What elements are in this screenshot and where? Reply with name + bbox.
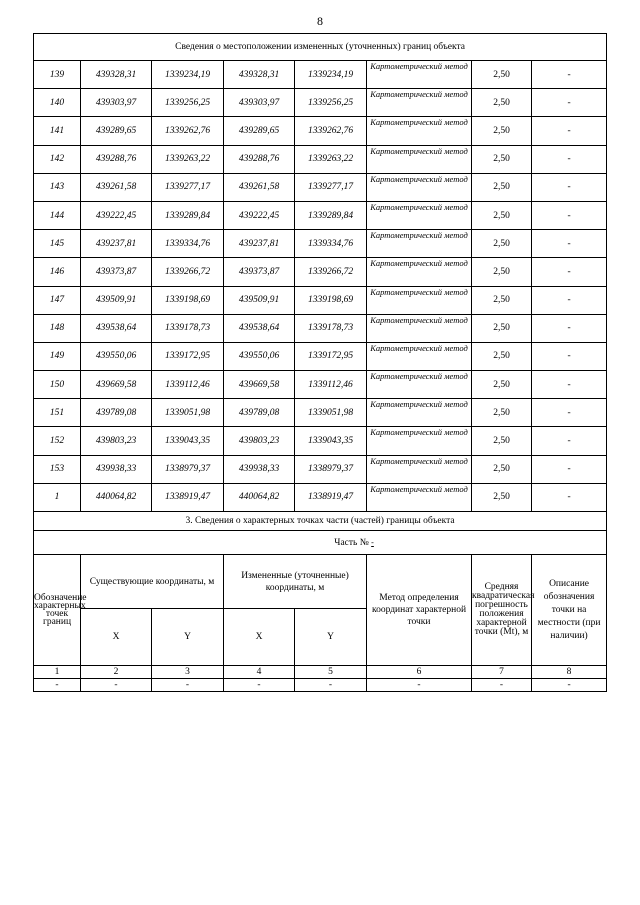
- existing-y: 1339263,22: [152, 145, 224, 173]
- accuracy-cell: 2,50: [472, 286, 532, 314]
- changed-x: 439938,33: [224, 455, 295, 483]
- existing-x: 439803,23: [81, 427, 152, 455]
- point-number: 151: [34, 399, 81, 427]
- changed-y: 1339172,95: [295, 342, 367, 370]
- changed-y: 1338919,47: [295, 483, 367, 511]
- header-changed-x: X: [224, 609, 295, 666]
- column-number: 4: [224, 666, 295, 679]
- changed-y: 1339266,72: [295, 258, 367, 286]
- point-number: 152: [34, 427, 81, 455]
- description-cell: -: [532, 145, 607, 173]
- existing-x: 439550,06: [81, 342, 152, 370]
- accuracy-cell: 2,50: [472, 201, 532, 229]
- existing-y: 1339334,76: [152, 230, 224, 258]
- existing-x: 439538,64: [81, 314, 152, 342]
- description-cell: -: [532, 286, 607, 314]
- point-number: 139: [34, 61, 81, 89]
- point-number: 141: [34, 117, 81, 145]
- changed-y: 1339256,25: [295, 89, 367, 117]
- changed-y: 1339262,76: [295, 117, 367, 145]
- table-row: [34, 483, 607, 511]
- description-cell: -: [532, 61, 607, 89]
- changed-y: 1339043,35: [295, 427, 367, 455]
- description-cell: -: [532, 342, 607, 370]
- changed-y: 1339051,98: [295, 399, 367, 427]
- accuracy-cell: 2,50: [472, 371, 532, 399]
- changed-x: 439509,91: [224, 286, 295, 314]
- changed-x: 439289,65: [224, 117, 295, 145]
- existing-x: 439938,33: [81, 455, 152, 483]
- accuracy-cell: 2,50: [472, 61, 532, 89]
- empty-data-row: [34, 679, 607, 692]
- existing-x: 439222,45: [81, 201, 152, 229]
- part-value: -: [371, 537, 374, 547]
- accuracy-cell: 2,50: [472, 258, 532, 286]
- method-cell: Картометрический метод: [367, 455, 472, 483]
- accuracy-cell: 2,50: [472, 230, 532, 258]
- changed-y: 1339277,17: [295, 173, 367, 201]
- table-row: [34, 117, 607, 145]
- accuracy-cell: 2,50: [472, 483, 532, 511]
- table-row: [34, 427, 607, 455]
- changed-y: 1339112,46: [295, 371, 367, 399]
- existing-y: 1339043,35: [152, 427, 224, 455]
- point-number: 153: [34, 455, 81, 483]
- table-row: [34, 145, 607, 173]
- existing-y: 1339266,72: [152, 258, 224, 286]
- changed-y: 1339234,19: [295, 61, 367, 89]
- existing-x: 439261,58: [81, 173, 152, 201]
- table-row: [34, 314, 607, 342]
- section-3-title: 3. Сведения о характерных точках части (частей) границы объекта: [34, 512, 607, 531]
- header-existing-x: X: [81, 609, 152, 666]
- existing-x: 439509,91: [81, 286, 152, 314]
- table-row: [34, 286, 607, 314]
- changed-x: 439237,81: [224, 230, 295, 258]
- description-cell: -: [532, 117, 607, 145]
- method-cell: Картометрический метод: [367, 258, 472, 286]
- existing-x: 440064,82: [81, 483, 152, 511]
- changed-y: 1338979,37: [295, 455, 367, 483]
- column-number: 7: [472, 666, 532, 679]
- changed-y: 1339178,73: [295, 314, 367, 342]
- table-row: [34, 173, 607, 201]
- existing-x: 439237,81: [81, 230, 152, 258]
- accuracy-cell: 2,50: [472, 173, 532, 201]
- point-number: 148: [34, 314, 81, 342]
- empty-cell: -: [34, 679, 81, 692]
- description-cell: -: [532, 173, 607, 201]
- column-number: 3: [152, 666, 224, 679]
- changed-y: 1339198,69: [295, 286, 367, 314]
- method-cell: Картометрический метод: [367, 371, 472, 399]
- description-cell: -: [532, 399, 607, 427]
- header-changed-coords: Измененные (уточненные) координаты, м: [224, 555, 367, 609]
- column-number: 1: [34, 666, 81, 679]
- point-number: 144: [34, 201, 81, 229]
- method-cell: Картометрический метод: [367, 89, 472, 117]
- changed-x: 439803,23: [224, 427, 295, 455]
- existing-y: 1338979,37: [152, 455, 224, 483]
- existing-y: 1339256,25: [152, 89, 224, 117]
- table-title: Сведения о местоположении измененных (уточненных) границ объекта: [34, 34, 607, 61]
- method-cell: Картометрический метод: [367, 117, 472, 145]
- method-cell: Картометрический метод: [367, 230, 472, 258]
- column-number: 8: [532, 666, 607, 679]
- changed-x: 439328,31: [224, 61, 295, 89]
- changed-y: 1339334,76: [295, 230, 367, 258]
- empty-cell: -: [224, 679, 295, 692]
- existing-y: 1339277,17: [152, 173, 224, 201]
- table-row: [34, 258, 607, 286]
- part-label: Часть № -: [334, 537, 374, 548]
- existing-y: 1339289,84: [152, 201, 224, 229]
- column-number: 2: [81, 666, 152, 679]
- changed-x: 440064,82: [224, 483, 295, 511]
- description-cell: -: [532, 201, 607, 229]
- table-row: [34, 371, 607, 399]
- changed-x: 439303,97: [224, 89, 295, 117]
- point-number: 150: [34, 371, 81, 399]
- table-row: [34, 230, 607, 258]
- existing-x: 439328,31: [81, 61, 152, 89]
- method-cell: Картометрический метод: [367, 201, 472, 229]
- header-existing-y: Y: [152, 609, 224, 666]
- point-number: 143: [34, 173, 81, 201]
- existing-y: 1338919,47: [152, 483, 224, 511]
- point-number: 149: [34, 342, 81, 370]
- changed-x: 439789,08: [224, 399, 295, 427]
- point-number: 146: [34, 258, 81, 286]
- header-row-1: [34, 555, 607, 609]
- boundary-table: [33, 33, 607, 692]
- part-row: [34, 531, 607, 555]
- accuracy-cell: 2,50: [472, 399, 532, 427]
- description-cell: -: [532, 89, 607, 117]
- table-row: [34, 89, 607, 117]
- existing-x: 439373,87: [81, 258, 152, 286]
- accuracy-cell: 2,50: [472, 342, 532, 370]
- header-point-designation: Обозначение характерных точек границ: [34, 555, 81, 666]
- point-number: 142: [34, 145, 81, 173]
- page-number: 8: [317, 14, 323, 28]
- method-cell: Картометрический метод: [367, 314, 472, 342]
- changed-x: 439550,06: [224, 342, 295, 370]
- existing-y: 1339112,46: [152, 371, 224, 399]
- header-method: Метод определения координат характерной точки: [367, 555, 472, 666]
- header-existing-coords: Существующие координаты, м: [81, 555, 224, 609]
- accuracy-cell: 2,50: [472, 314, 532, 342]
- accuracy-cell: 2,50: [472, 117, 532, 145]
- empty-cell: -: [295, 679, 367, 692]
- description-cell: -: [532, 455, 607, 483]
- method-cell: Картометрический метод: [367, 173, 472, 201]
- existing-y: 1339198,69: [152, 286, 224, 314]
- changed-x: 439669,58: [224, 371, 295, 399]
- method-cell: Картометрический метод: [367, 342, 472, 370]
- changed-x: 439222,45: [224, 201, 295, 229]
- header-changed-y: Y: [295, 609, 367, 666]
- table-row: [34, 399, 607, 427]
- header-description: Описание обозначения точки на местности (при наличии): [532, 555, 607, 666]
- method-cell: Картометрический метод: [367, 61, 472, 89]
- method-cell: Картометрический метод: [367, 483, 472, 511]
- changed-x: 439288,76: [224, 145, 295, 173]
- existing-x: 439669,58: [81, 371, 152, 399]
- empty-cell: -: [152, 679, 224, 692]
- empty-cell: -: [532, 679, 607, 692]
- changed-x: 439373,87: [224, 258, 295, 286]
- description-cell: -: [532, 258, 607, 286]
- header-accuracy: Средняя квадратическая погрешность положения характерной точки (Мt), м: [472, 555, 532, 666]
- changed-x: 439261,58: [224, 173, 295, 201]
- table-row: [34, 455, 607, 483]
- existing-y: 1339234,19: [152, 61, 224, 89]
- column-number-row: [34, 666, 607, 679]
- method-cell: Картометрический метод: [367, 399, 472, 427]
- accuracy-cell: 2,50: [472, 89, 532, 117]
- empty-cell: -: [81, 679, 152, 692]
- description-cell: -: [532, 314, 607, 342]
- column-number: 5: [295, 666, 367, 679]
- existing-x: 439789,08: [81, 399, 152, 427]
- method-cell: Картометрический метод: [367, 145, 472, 173]
- description-cell: -: [532, 483, 607, 511]
- method-cell: Картометрический метод: [367, 286, 472, 314]
- part-cell: [34, 531, 607, 555]
- point-number: 1: [34, 483, 81, 511]
- point-number: 147: [34, 286, 81, 314]
- accuracy-cell: 2,50: [472, 145, 532, 173]
- existing-x: 439288,76: [81, 145, 152, 173]
- point-number: 140: [34, 89, 81, 117]
- table-title-row: [34, 34, 607, 61]
- changed-x: 439538,64: [224, 314, 295, 342]
- existing-y: 1339172,95: [152, 342, 224, 370]
- existing-x: 439303,97: [81, 89, 152, 117]
- section-3-row: [34, 512, 607, 531]
- changed-y: 1339263,22: [295, 145, 367, 173]
- existing-y: 1339178,73: [152, 314, 224, 342]
- point-number: 145: [34, 230, 81, 258]
- empty-cell: -: [472, 679, 532, 692]
- existing-y: 1339051,98: [152, 399, 224, 427]
- table-row: [34, 61, 607, 89]
- empty-cell: -: [367, 679, 472, 692]
- description-cell: -: [532, 427, 607, 455]
- table-row: [34, 201, 607, 229]
- accuracy-cell: 2,50: [472, 455, 532, 483]
- existing-y: 1339262,76: [152, 117, 224, 145]
- description-cell: -: [532, 230, 607, 258]
- column-number: 6: [367, 666, 472, 679]
- changed-y: 1339289,84: [295, 201, 367, 229]
- existing-x: 439289,65: [81, 117, 152, 145]
- accuracy-cell: 2,50: [472, 427, 532, 455]
- table-row: [34, 342, 607, 370]
- description-cell: -: [532, 371, 607, 399]
- method-cell: Картометрический метод: [367, 427, 472, 455]
